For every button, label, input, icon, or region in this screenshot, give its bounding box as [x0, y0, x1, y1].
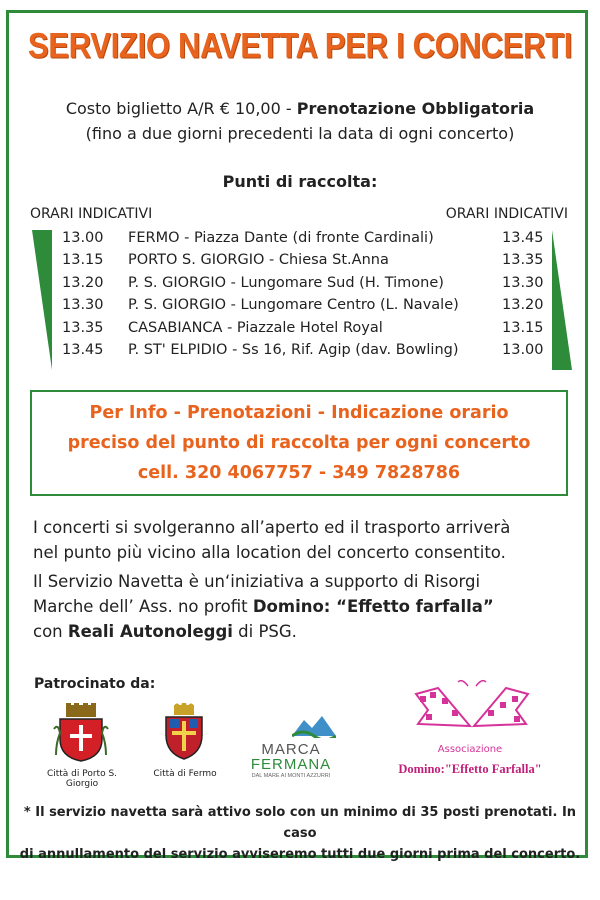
initiative-paragraph — [33, 569, 578, 644]
pickup-place: P. S. GIORGIO - Lungomare Sud (H. Timone) — [128, 275, 444, 291]
info-box — [30, 390, 568, 496]
association-label: Associazione — [437, 744, 503, 755]
footer-note — [12, 802, 588, 865]
paragraph-line: I concerti si svolgeranno all’aperto ed il trasporto arriverà — [33, 518, 511, 537]
marca-word: MARCA — [261, 741, 321, 758]
outbound-time: 13.45 — [62, 342, 104, 358]
schedule-row — [0, 320, 600, 342]
orari-label-right: ORARI INDICATIVI — [445, 206, 568, 222]
pickup-place: P. ST' ELPIDIO - Ss 16, Rif. Agip (dav. Bowling) — [128, 342, 459, 358]
return-time: 13.35 — [502, 252, 544, 268]
footer-line: * Il servizio navetta sarà attivo solo con un minimo di 35 posti prenotati. In caso — [23, 805, 577, 841]
schedule-row — [0, 252, 600, 274]
marca-tagline: DAL MARE AI MONTI AZZURRI — [251, 773, 331, 779]
pickup-place: FERMO - Piazza Dante (di fronte Cardinali) — [128, 230, 434, 246]
info-line-2: preciso del punto di raccolta per ogni concerto — [67, 433, 531, 453]
outbound-time: 13.35 — [62, 320, 104, 336]
rental-company-name: Reali Autonoleggi — [67, 622, 233, 641]
pickup-place: P. S. GIORGIO - Lungomare Centro (L. Navale) — [128, 297, 459, 313]
association-logo-name: Domino:"Effetto Farfalla" — [398, 762, 542, 776]
outbound-time: 13.00 — [62, 230, 104, 246]
return-time: 13.30 — [502, 275, 544, 291]
booking-required: Prenotazione Obbligatoria — [296, 99, 535, 118]
return-time: 13.00 — [502, 342, 544, 358]
paragraph-line: nel punto più vicino alla location del concerto consentito. — [33, 543, 506, 562]
return-time: 13.15 — [502, 320, 544, 336]
ticket-cost — [0, 99, 600, 118]
paragraph-line: Il Servizio Navetta è un‘iniziativa a supporto di Risorgi — [33, 572, 481, 591]
page-title: SERVIZIO NAVETTA PER I CONCERTI — [27, 25, 573, 66]
pickup-place: PORTO S. GIORGIO - Chiesa St.Anna — [128, 252, 389, 268]
booking-note: (fino a due giorni precedenti la data di ogni concerto) — [85, 124, 515, 143]
schedule-row — [0, 342, 600, 364]
fermana-word: FERMANA — [250, 756, 332, 773]
orari-label-left: ORARI INDICATIVI — [30, 206, 153, 222]
pickup-heading: Punti di raccolta: — [222, 172, 378, 191]
footer-line: di annullamento del servizio avviseremo tutti due giorni prima del concerto. — [19, 847, 581, 862]
porto-logo-caption: Città di Porto S. Giorgio — [46, 769, 118, 789]
butterfly-logo-icon — [408, 676, 536, 732]
outbound-time: 13.15 — [62, 252, 104, 268]
outdoor-concerts-paragraph — [33, 515, 578, 565]
fermo-crest-icon — [160, 703, 208, 763]
fermo-logo-caption: Città di Fermo — [153, 769, 217, 779]
paragraph-line — [33, 594, 578, 619]
mountain-waves-icon — [292, 714, 336, 738]
association-logo-text — [400, 744, 540, 756]
outbound-time: 13.30 — [62, 297, 104, 313]
info-line-1: Per Info - Prenotazioni - Indicazione orario — [89, 403, 509, 423]
return-time: 13.45 — [502, 230, 544, 246]
schedule-row — [0, 230, 600, 252]
marca-fermana-logo-text — [244, 742, 338, 780]
info-phone-numbers: cell. 320 4067757 - 349 7828786 — [137, 463, 461, 483]
patronage-heading: Patrocinato da: — [34, 676, 156, 692]
pickup-place: CASABIANCA - Piazzale Hotel Royal — [128, 320, 383, 336]
return-time: 13.20 — [502, 297, 544, 313]
schedule-row — [0, 297, 600, 319]
paragraph-text: di PSG. — [232, 622, 297, 641]
schedule-row — [0, 275, 600, 297]
paragraph-line — [33, 619, 578, 644]
association-name: Domino: “Effetto farfalla” — [252, 597, 494, 616]
porto-san-giorgio-crest-icon — [52, 703, 110, 763]
outbound-time: 13.20 — [62, 275, 104, 291]
paragraph-text: Marche dell’ Ass. no profit — [33, 597, 253, 616]
cost-text: Costo biglietto A/R € 10,00 - — [65, 99, 297, 118]
paragraph-text: con — [33, 622, 68, 641]
